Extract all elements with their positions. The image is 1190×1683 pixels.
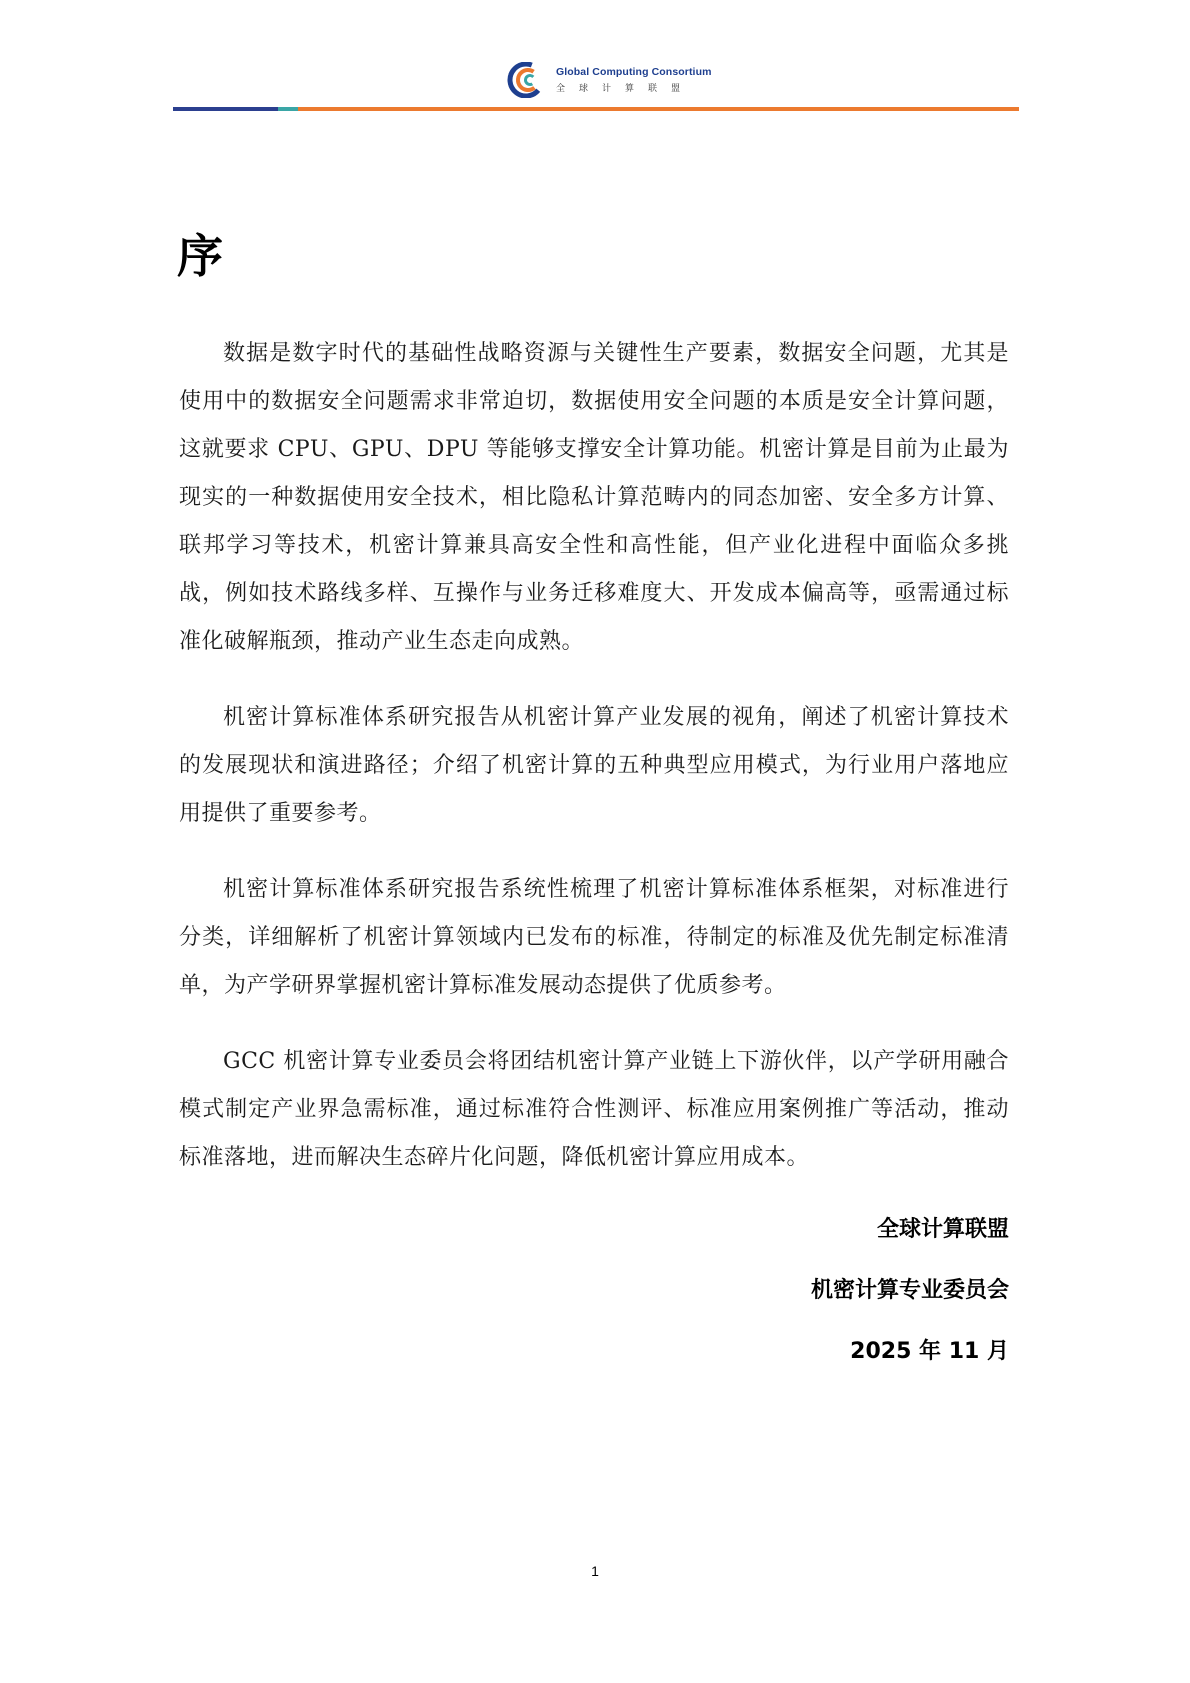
- paragraph-3: 机密计算标准体系研究报告系统性梳理了机密计算标准体系框架，对标准进行分类，详细解析了机密计算领域内已发布的标准，待制定的标准及优先制定标准清单，为产学研界掌握机密计算标准发展动态提供了优质参考。: [179, 877, 1009, 998]
- header-rule-blue: [173, 107, 278, 111]
- header-rule: [173, 107, 1019, 111]
- logo-english-name: Global Computing Consortium: [556, 66, 712, 78]
- header-rule-teal: [278, 107, 298, 111]
- logo-chinese-name: 全球计算联盟: [556, 84, 695, 94]
- paragraph-2: 机密计算标准体系研究报告从机密计算产业发展的视角，阐述了机密计算技术的发展现状和演进路径；介绍了机密计算的五种典型应用模式，为行业用户落地应用提供了重要参考。: [179, 705, 1009, 826]
- gcc-logo: [506, 62, 712, 98]
- page-title: 序: [177, 229, 223, 283]
- paragraph-4: GCC 机密计算专业委员会将团结机密计算产业链上下游伙伴，以产学研用融合模式制定产业界急需标准，通过标准符合性测评、标准应用案例推广等活动，推动标准落地，进而解决生态碎片化问题，降低机密计算应用成本。: [179, 1049, 1009, 1170]
- signature-block: [811, 1215, 1009, 1398]
- preface-body: [179, 330, 1009, 1210]
- signature-committee: 机密计算专业委员会: [810, 1278, 1009, 1303]
- signature-org: 全球计算联盟: [876, 1217, 1009, 1242]
- header-rule-orange: [298, 107, 1019, 111]
- gcc-logo-icon: [506, 62, 548, 98]
- page-number: 1: [591, 1563, 599, 1579]
- signature-date: 2025 年 11 月: [850, 1339, 1009, 1364]
- paragraph-1: 数据是数字时代的基础性战略资源与关键性生产要素，数据安全问题，尤其是使用中的数据安全问题需求非常迫切，数据使用安全问题的本质是安全计算问题，这就要求 CPU、GPU、DPU 等能够支撑安全计算功能。机密计算是目前为止最为现实的一种数据使用安全技术，相比隐私计算范畴内的同态加密、安全多方计算、联邦学习等技术，机密计算兼具高安全性和高性能，但产业化进程中面临众多挑战，例如技术路线多样、互操作与业务迁移难度大、开发成本偏高等，亟需通过标准化破解瓶颈，推动产业生态走向成熟。: [179, 341, 1009, 654]
- page-header: [0, 0, 1190, 120]
